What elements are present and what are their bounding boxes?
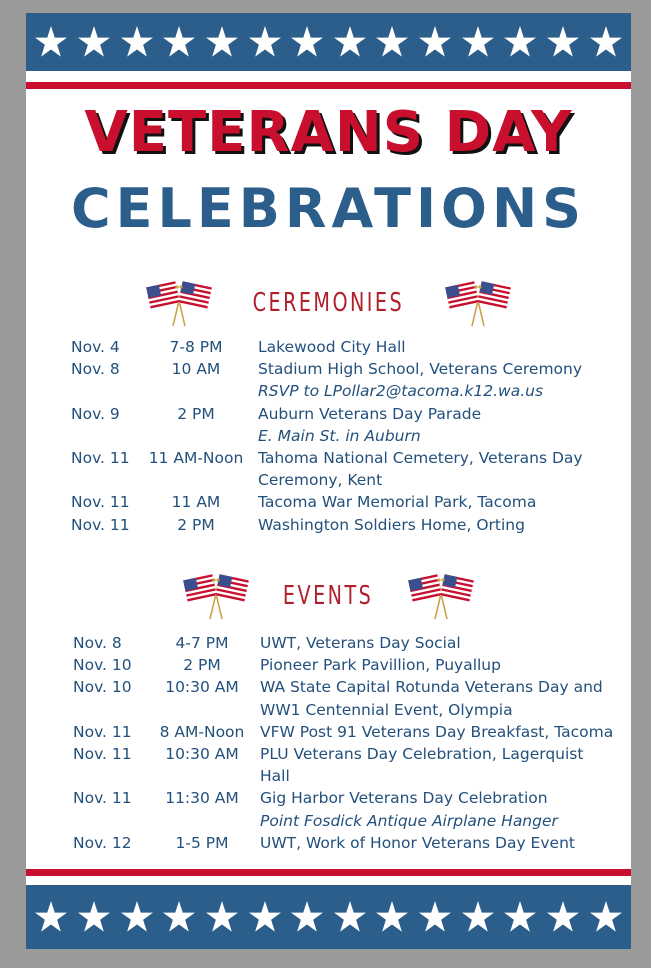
schedule-time: 10:30 AM: [165, 745, 239, 764]
schedule-location: UWT, Veterans Day Social: [260, 634, 461, 652]
schedule-date: Nov. 11: [73, 789, 132, 808]
star-icon: [333, 25, 367, 59]
schedule-time: 2 PM: [177, 515, 215, 534]
star-icon: [77, 900, 111, 934]
schedule-note: E. Main St. in Auburn: [258, 426, 421, 445]
schedule-date: Nov. 4: [71, 338, 120, 356]
schedule-note-row: [26, 810, 631, 832]
schedule-note: RSVP to LPollar2@tacoma.k12.wa.us: [258, 382, 544, 401]
schedule-date: Nov. 10: [73, 678, 132, 697]
star-icon: [503, 900, 537, 934]
events-list: [26, 632, 631, 854]
events-title: EVENTS: [283, 581, 374, 611]
star-icon: [34, 900, 68, 934]
schedule-time: 10 AM: [171, 360, 221, 379]
star-icon: [589, 900, 623, 934]
schedule-time: 11 AM-Noon: [148, 449, 244, 468]
schedule-time: 11:30 AM: [165, 789, 239, 808]
star-icon: [461, 900, 495, 934]
top-star-band: [26, 13, 631, 71]
schedule-location: Auburn Veterans Day Parade: [258, 404, 482, 423]
schedule-time: 4-7 PM: [175, 634, 229, 652]
star-icon: [461, 25, 495, 59]
star-icon: [120, 900, 154, 934]
star-icon: [290, 25, 324, 59]
schedule-date: Nov. 12: [73, 833, 132, 852]
bottom-red-divider: [26, 869, 631, 876]
crossed-flags-icon: [406, 571, 476, 621]
star-icon: [589, 25, 623, 59]
schedule-date: Nov. 9: [71, 404, 120, 423]
schedule-time: 10:30 AM: [165, 678, 239, 697]
star-icon: [503, 25, 537, 59]
schedule-location: Pioneer Park Pavillion, Puyallup: [260, 656, 501, 675]
schedule-location: Washington Soldiers Home, Orting: [258, 515, 525, 534]
schedule-location: Gig Harbor Veterans Day Celebration: [260, 789, 548, 808]
schedule-location: PLU Veterans Day Celebration, Lagerquist Hall: [260, 745, 584, 786]
ceremonies-title: CEREMONIES: [252, 288, 405, 318]
schedule-row: [26, 743, 631, 787]
star-icon: [418, 25, 452, 59]
star-icon: [375, 25, 409, 59]
star-icon: [77, 25, 111, 59]
schedule-date: Nov. 11: [73, 722, 132, 741]
schedule-time: 1-5 PM: [175, 833, 229, 852]
star-icon: [205, 25, 239, 59]
title-celebrations: CELEBRATIONS: [70, 177, 587, 240]
schedule-note: Point Fosdick Antique Airplane Hanger: [260, 811, 558, 830]
star-icon: [418, 900, 452, 934]
schedule-row: [26, 787, 631, 809]
schedule-row: [26, 654, 631, 676]
schedule-time: 11 AM: [171, 493, 221, 512]
ceremonies-list: [26, 336, 631, 536]
star-icon: [546, 900, 580, 934]
schedule-location: Lakewood City Hall: [258, 338, 406, 356]
schedule-location: UWT, Work of Honor Veterans Day Event: [260, 833, 575, 852]
schedule-date: Nov. 11: [71, 493, 130, 512]
schedule-time: 7-8 PM: [169, 338, 223, 356]
schedule-row: [26, 336, 631, 358]
star-icon: [162, 25, 196, 59]
schedule-date: Nov. 11: [73, 745, 132, 764]
schedule-row: [26, 721, 631, 743]
schedule-location: Tahoma National Cemetery, Veterans Day Ceremony, Kent: [258, 449, 583, 490]
schedule-row: [26, 514, 631, 536]
flyer-page: [26, 13, 631, 949]
schedule-date: Nov. 10: [73, 656, 132, 675]
star-icon: [375, 900, 409, 934]
schedule-row: [26, 358, 631, 380]
star-icon: [546, 25, 580, 59]
schedule-date: Nov. 8: [73, 634, 122, 652]
schedule-row: [26, 632, 631, 654]
ceremonies-heading: [26, 278, 631, 328]
bottom-star-band: [26, 885, 631, 949]
star-icon: [120, 25, 154, 59]
star-icon: [333, 900, 367, 934]
schedule-location: VFW Post 91 Veterans Day Breakfast, Tacoma: [260, 722, 614, 741]
schedule-row: [26, 676, 631, 720]
crossed-flags-icon: [144, 278, 214, 328]
schedule-time: 2 PM: [183, 656, 221, 675]
schedule-note-row: [26, 380, 631, 402]
star-icon: [205, 900, 239, 934]
star-icon: [248, 25, 282, 59]
star-icon: [34, 25, 68, 59]
top-red-divider: [26, 82, 631, 89]
star-icon: [248, 900, 282, 934]
schedule-location: WA State Capital Rotunda Veterans Day and WW1 Centennial Event, Olympia: [260, 678, 603, 719]
crossed-flags-icon: [181, 571, 251, 621]
schedule-note-row: [26, 425, 631, 447]
crossed-flags-icon: [443, 278, 513, 328]
schedule-date: Nov. 11: [71, 449, 130, 468]
schedule-location: Tacoma War Memorial Park, Tacoma: [258, 493, 537, 512]
schedule-date: Nov. 11: [71, 515, 130, 534]
schedule-time: 2 PM: [177, 404, 215, 423]
schedule-row: [26, 491, 631, 513]
schedule-location: Stadium High School, Veterans Ceremony: [258, 360, 583, 379]
schedule-time: 8 AM-Noon: [159, 722, 245, 741]
schedule-row: [26, 403, 631, 425]
schedule-row: [26, 832, 631, 854]
schedule-date: Nov. 8: [71, 360, 120, 379]
star-icon: [162, 900, 196, 934]
star-icon: [290, 900, 324, 934]
title-veterans-day: VETERANS DAY: [84, 100, 573, 165]
events-heading: [26, 571, 631, 621]
schedule-row: [26, 447, 631, 491]
